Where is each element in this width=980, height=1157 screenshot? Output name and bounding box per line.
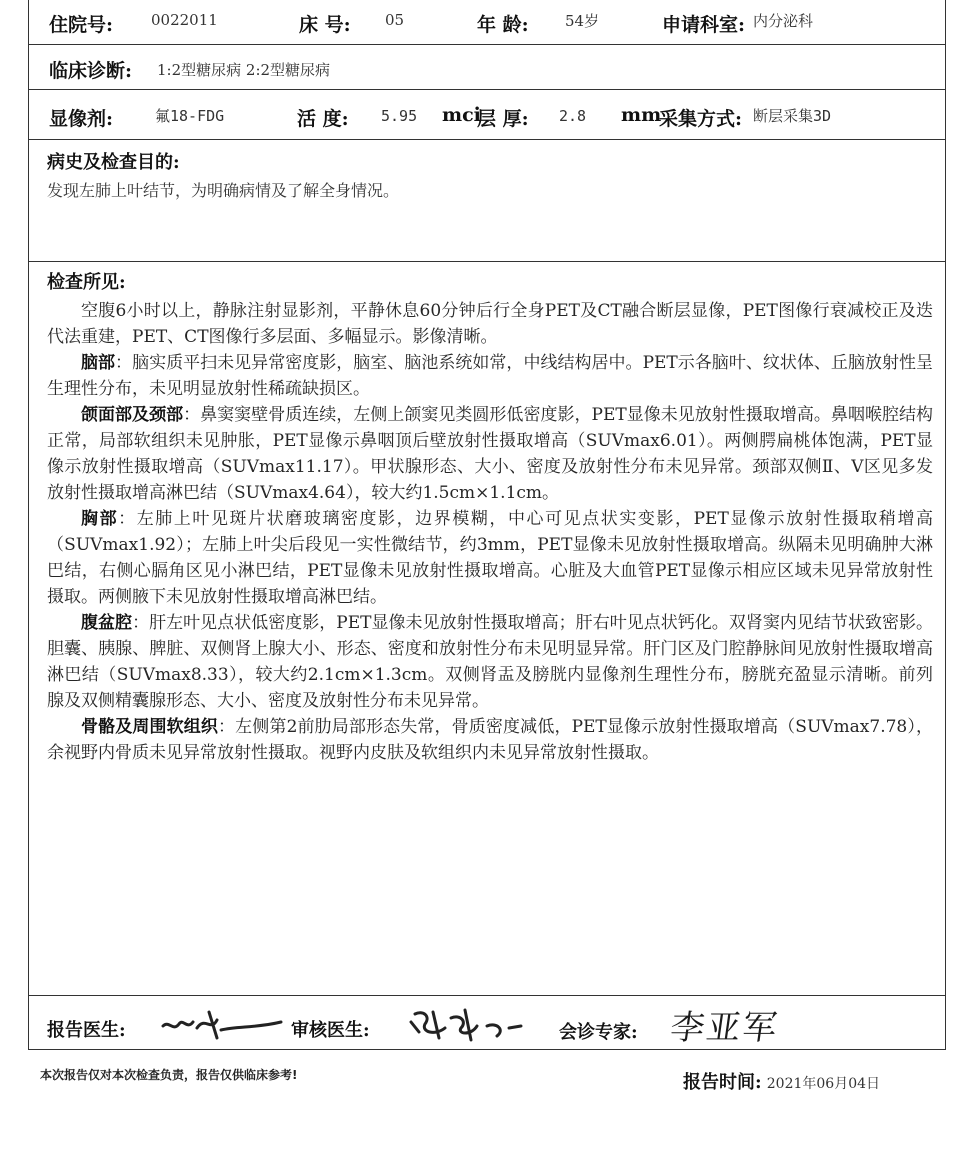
section-title: 腹盆腔 (81, 613, 133, 633)
findings-intro: 空腹6小时以上，静脉注射显影剂，平静休息60分钟后行全身PET及CT融合断层显像，PET图像行衰减校正及迭代法重建，PET、CT图像行多层面、多幅显示。影像清晰。 (47, 301, 933, 347)
signature-row (29, 996, 945, 1050)
doctor-label: 报告医生: (47, 1020, 126, 1041)
report-time-value: 2021年06月04日 (766, 1076, 881, 1092)
department-label: 申请科室: (662, 14, 746, 36)
bed-number: 05 (385, 11, 405, 29)
history-section (29, 140, 945, 262)
findings-head-neck: 颌面部及颈部：鼻窦窦壁骨质连续，左侧上颌窦见类圆形低密度影，PET显像未见放射性摄取增高。鼻咽喉腔结构正常，局部软组织未见肿胀，PET显像示鼻咽顶后壁放射性摄取增高（SUVmax6.01）。两侧腭扁桃体饱满，PET显像示放射性摄取增高（SUVmax11.17）。甲状腺形态、大小、密度及放射性分布未见异常。颈部双侧Ⅱ、Ⅴ区见多发放射性摄取增高淋巴结（SUVmax4.64），较大约1.5cm×1.1cm。 (47, 405, 934, 503)
method-label: 采集方式: (659, 108, 743, 130)
thickness-value: 2.8 (559, 107, 587, 125)
disclaimer: 本次报告仅对本次检查负责，报告仅供临床参考! (40, 1068, 298, 1082)
findings-abdomen-pelvis: 腹盆腔：肝左叶见点状低密度影，PET显像未见放射性摄取增高；肝右叶见点状钙化。双肾窦内见结节状致密影。胆囊、胰腺、脾脏、双侧肾上腺大小、形态、密度和放射性分布未见明显异常。肝门区及门腔静脉间见放射性摄取增高淋巴结（SUVmax8.33），较大约2.1cm×1.3cm。双侧肾盂及膀胱内显像剂生理性分布，膀胱充盈显示清晰。前列腺及双侧精囊腺形态、大小、密度及放射性分布未见异常。 (47, 613, 934, 711)
reviewer-label: 审核医生: (291, 1020, 370, 1041)
findings-label: 检查所见: (47, 272, 126, 293)
section-title: 胸部 (81, 509, 119, 529)
findings-body (47, 298, 933, 766)
section-title: 脑部 (81, 353, 116, 373)
findings-chest: 胸部：左肺上叶见斑片状磨玻璃密度影，边界模糊，中心可见点状实变影，PET显像示放射性摄取稍增高（SUVmax1.92）；左肺上叶尖后段见一实性微结节，约3mm，PET显像未见放射性摄取增高。纵隔未见明确肿大淋巴结，右侧心膈角区见小淋巴结，PET显像未见放射性摄取增高。心脏及大血管PET显像示相应区域未见异常放射性摄取。两侧腋下未见放射性摄取增高淋巴结。 (47, 509, 934, 607)
admission-label: 住院号: (49, 14, 114, 36)
diagnosis-row (29, 45, 945, 90)
department-value: 内分泌科 (753, 12, 814, 30)
history-text: 发现左肺上叶结节，为明确病情及了解全身情况。 (47, 181, 400, 200)
section-title: 颌面部及颈部 (81, 405, 184, 425)
diagnosis-value: 1:2型糖尿病 2:2型糖尿病 (157, 61, 331, 79)
diagnosis-label: 临床诊断: (49, 60, 133, 82)
report-time (683, 1068, 880, 1094)
findings-brain: 脑部：脑实质平扫未见异常密度影，脑室、脑池系统如常，中线结构居中。PET示各脑叶、纹状体、丘脑放射性呈生理性分布，未见明显放射性稀疏缺损区。 (47, 353, 934, 399)
activity-value: 5.95 (381, 107, 418, 125)
agent-value: 氟18-FDG (155, 107, 225, 125)
activity-label: 活 度: (297, 108, 349, 130)
expert-signature: 李亚军 (667, 1008, 782, 1048)
findings-bone-soft-tissue: 骨骼及周围软组织：左侧第2前肋局部形态失常，骨质密度减低，PET显像示放射性摄取增高（SUVmax7.78），余视野内骨质未见异常放射性摄取。视野内皮肤及软组织内未见异常放射性摄取。 (47, 717, 934, 763)
findings-section (29, 262, 945, 996)
age-label: 年 龄: (477, 14, 529, 36)
reviewer-signature (405, 1002, 565, 1046)
method-value: 断层采集3D (753, 107, 832, 125)
patient-info-row (29, 0, 945, 45)
admission-number: 0022011 (151, 11, 218, 29)
age-value: 54岁 (565, 12, 600, 30)
history-label: 病史及检查目的: (47, 152, 180, 173)
bed-label: 床 号: (299, 14, 351, 36)
expert-label: 会诊专家: (559, 1022, 638, 1043)
report-form (28, 0, 946, 1050)
report-time-label: 报告时间: (683, 1072, 762, 1093)
section-title: 骨骼及周围软组织 (81, 717, 219, 737)
agent-label: 显像剂: (49, 108, 114, 130)
activity-unit: mci (442, 104, 481, 126)
thickness-label: 层 厚: (477, 108, 529, 130)
imaging-params-row (29, 90, 945, 140)
doctor-signature (157, 1002, 287, 1044)
thickness-unit: mm (621, 104, 662, 126)
